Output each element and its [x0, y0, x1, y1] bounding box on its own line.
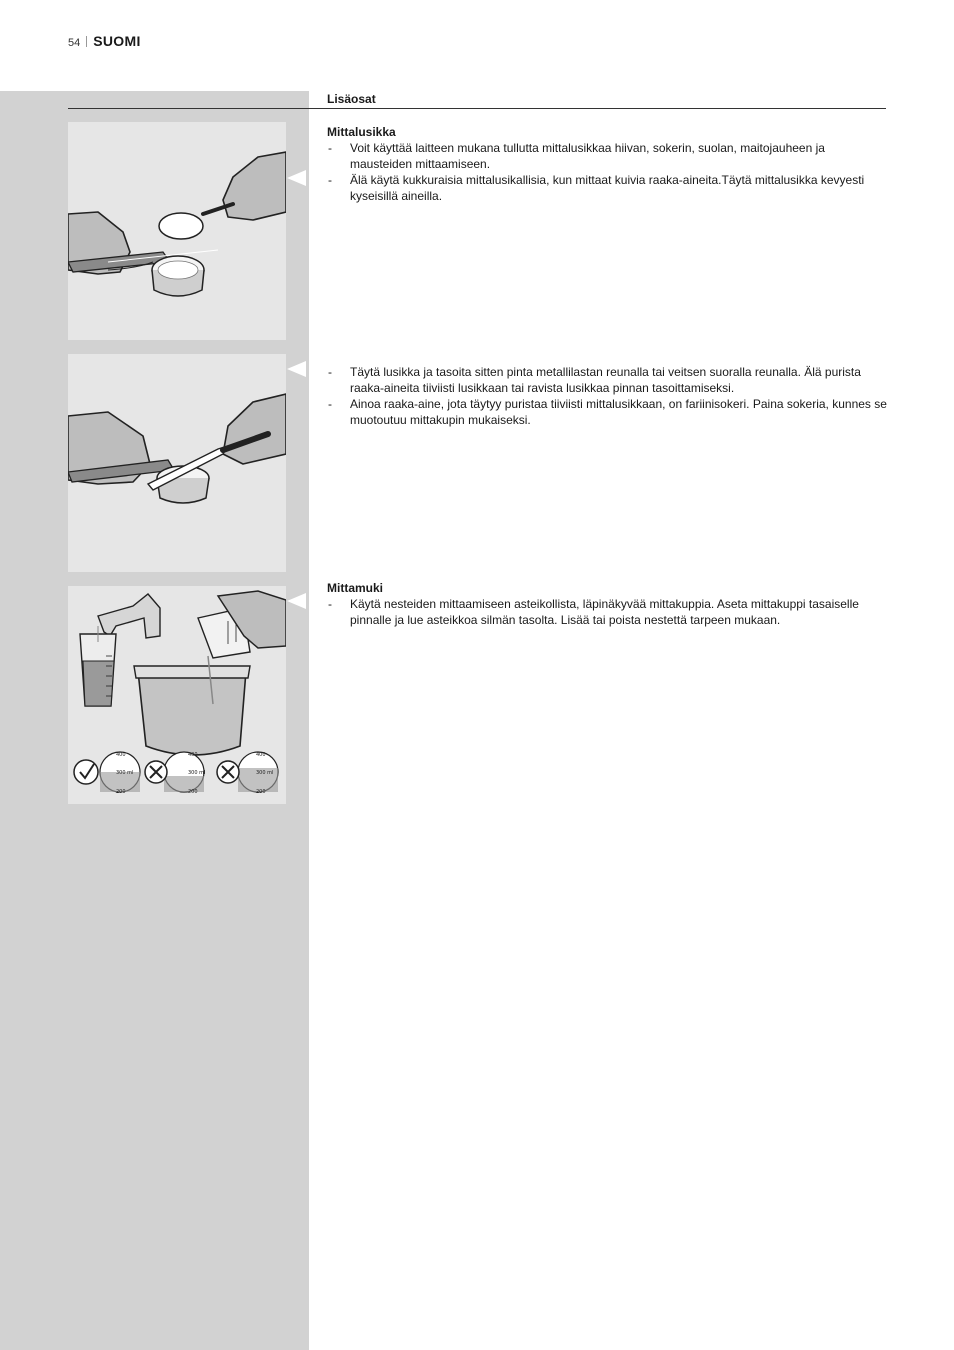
bullet-list: [327, 596, 887, 628]
list-item: - Voit käyttää laitteen mukana tullutta mittalusikkaa hiivan, sokerin, suolan, maitojauheen ja mausteiden mittaamiseen.: [327, 140, 887, 172]
block-heading: Mittamuki: [327, 581, 384, 595]
gauge-1-top: 400: [116, 752, 126, 758]
gauge-3-bottom: 200: [256, 789, 266, 795]
gauge-1-mid: 300 ml: [116, 770, 134, 776]
pointer-arrow-2: [287, 361, 306, 377]
gauge-3-top: 400: [256, 752, 266, 758]
pointer-arrow-3: [287, 593, 306, 609]
knife-drawing: [68, 354, 286, 572]
gauge-2-top: 400: [188, 752, 198, 758]
gauge-3-mid: 300 ml: [256, 770, 274, 776]
illustration-measuring-spoon: [68, 122, 286, 340]
section-title: Lisäosat: [327, 92, 376, 106]
block-measuring-cup: [327, 580, 887, 628]
spoon-drawing: [68, 122, 286, 340]
illustration-measuring-cup: [68, 586, 286, 804]
bullet-list: [327, 140, 887, 204]
section-rule: [68, 108, 886, 109]
gauge-2-bottom: 200: [188, 789, 198, 795]
block-heading: Mittalusikka: [327, 125, 396, 139]
header-separator: [86, 36, 87, 47]
gauge-2-mid: 300 ml: [188, 770, 206, 776]
page-header: [68, 33, 141, 49]
list-item: - Älä käytä kukkuraisia mittalusikallisia, kun mittaat kuivia raaka-aineita.Täytä mittalusikka kevyesti kyseisillä aineilla.: [327, 172, 887, 204]
block-measuring-spoon: [327, 124, 887, 204]
language-label: SUOMI: [93, 33, 141, 49]
list-item: - Käytä nesteiden mittaamiseen asteikollista, läpinäkyvää mittakuppia. Aseta mittakuppi tasaiselle pinnalle ja lue asteikkoa silmän tasolta. Lisää tai poista nestettä tarpeen mukaan.: [327, 596, 887, 628]
bullet-list: [327, 364, 887, 428]
gauge-1-bottom: 200: [116, 789, 126, 795]
cup-drawing: [68, 586, 286, 804]
list-item: - Ainoa raaka-aine, jota täytyy puristaa tiiviisti mittalusikkaan, on fariinisokeri. Paina sokeria, kunnes se muotoutuu mittakupin mukaiseksi.: [327, 396, 887, 428]
pointer-arrow-1: [287, 170, 306, 186]
list-item: - Täytä lusikka ja tasoita sitten pinta metallilastan reunalla tai veitsen suoralla reunalla. Älä purista raaka-aineita tiiviisti lusikkaan tai ravista lusikkaa pinnan tasoittamiseksi.: [327, 364, 887, 396]
illustration-levelling-spoon: [68, 354, 286, 572]
block-levelling: [327, 364, 887, 428]
page-number: 54: [68, 37, 81, 49]
